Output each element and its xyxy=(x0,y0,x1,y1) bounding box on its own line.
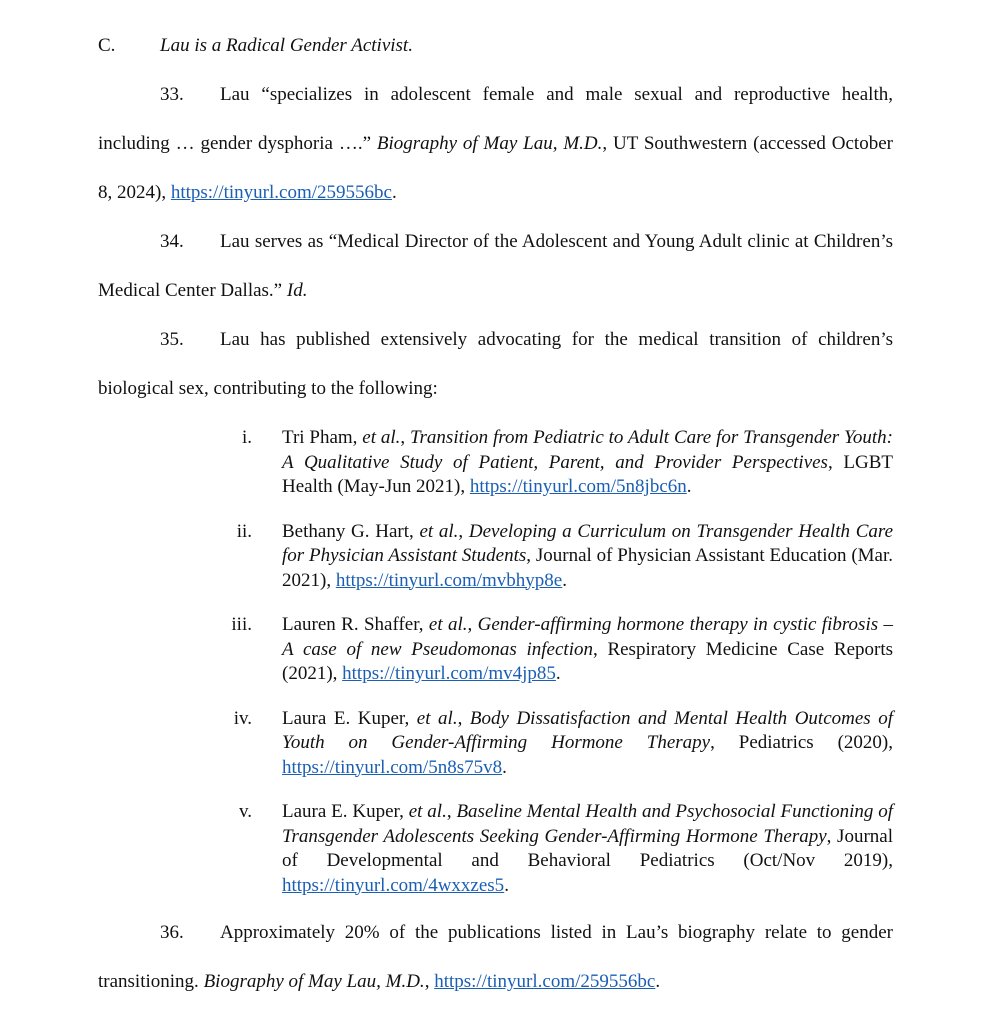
publication-source: , Pediatrics (2020), xyxy=(710,732,894,753)
separator: , xyxy=(467,614,478,635)
punctuation: , xyxy=(424,971,435,992)
publication-link[interactable]: https://tinyurl.com/mv4jp85 xyxy=(342,663,556,684)
publication-list xyxy=(98,426,893,898)
author: Tri Pham, xyxy=(282,427,363,448)
punctuation: . xyxy=(504,874,509,896)
separator: , xyxy=(446,801,457,822)
list-number: iii. xyxy=(231,614,252,635)
et-al: et al. xyxy=(416,707,458,729)
list-item xyxy=(98,707,893,781)
list-item xyxy=(98,520,893,594)
punctuation: . xyxy=(391,182,397,203)
list-number: i. xyxy=(241,427,252,448)
publication-title: Developing a Curriculum on Transgender Health Care for Physician Assistant Students xyxy=(282,520,894,566)
separator: , xyxy=(400,427,411,448)
paragraph-36 xyxy=(98,908,893,1006)
paragraph-number: 35. xyxy=(160,329,184,350)
punctuation: . xyxy=(655,971,661,992)
list-number: iv. xyxy=(233,707,252,729)
list-item xyxy=(98,800,893,898)
punctuation: . xyxy=(555,663,561,684)
publication-title: Transition from Pediatric to Adult Care for Transgender Youth: A Qualitative Study of Patient, Parent, and Provider Perspectives xyxy=(282,427,893,473)
author: Laura E. Kuper, xyxy=(282,707,417,729)
paragraph-text: Lau “specializes in adolescent female and male sexual and reproductive health, including … gender dysphoria ….” xyxy=(98,84,893,154)
list-item xyxy=(98,426,893,500)
citation-link[interactable]: https://tinyurl.com/259556bc xyxy=(170,182,392,203)
publication-title: Baseline Mental Health and Psychosocial Functioning of Transgender Adolescents Seeking Gender-Affirming Hormone Therapy xyxy=(282,801,893,847)
paragraph-35 xyxy=(98,315,893,413)
et-al: et al. xyxy=(362,427,401,448)
paragraph-number: 36. xyxy=(160,922,184,943)
paragraph-text: Lau serves as “Medical Director of the Adolescent and Young Adult clinic at Children’s Medical Center Dallas.” xyxy=(98,231,893,301)
section-heading xyxy=(98,21,893,70)
citation-title: Biography of May Lau, M.D. xyxy=(203,971,425,992)
citation-title: Biography of May Lau, M.D. xyxy=(376,133,603,154)
separator: , xyxy=(457,707,470,729)
publication-title: Body Dissatisfaction and Mental Health Outcomes of Youth on Gender-Affirming Hormone Therapy xyxy=(282,707,893,753)
publication-source: , LGBT Health (May-Jun 2021), xyxy=(282,451,893,497)
publication-title: Gender-affirming hormone therapy in cystic fibrosis – A case of new Pseudomonas infection xyxy=(282,614,893,660)
list-number: v. xyxy=(238,801,252,822)
citation-id: Id. xyxy=(286,280,308,301)
author: Bethany G. Hart, xyxy=(282,520,420,542)
publication-source: , Respiratory Medicine Case Reports (2021), xyxy=(282,638,894,684)
citation-link[interactable]: https://tinyurl.com/259556bc xyxy=(434,971,656,992)
paragraph-text: Lau has published extensively advocating for the medical transition of children’s biological sex, contributing to the following: xyxy=(98,329,893,399)
publication-link[interactable]: https://tinyurl.com/5n8jbc6n xyxy=(469,476,687,497)
publication-source: , Journal of Developmental and Behavioral Pediatrics (Oct/Nov 2019), xyxy=(282,825,893,871)
publication-link[interactable]: https://tinyurl.com/5n8s75v8 xyxy=(282,756,503,778)
publication-link[interactable]: https://tinyurl.com/4wxxzes5 xyxy=(282,874,505,896)
et-al: et al. xyxy=(408,801,447,822)
publication-link[interactable]: https://tinyurl.com/mvbhyp8e xyxy=(335,569,563,591)
paragraph-text: Approximately 20% of the publications listed in Lau’s biography relate to gender transitioning. xyxy=(98,922,893,992)
author: Laura E. Kuper, xyxy=(282,801,409,822)
publication-source: , Journal of Physician Assistant Education (Mar. 2021), xyxy=(282,545,893,591)
paragraph-text: , UT Southwestern (accessed October 8, 2024), xyxy=(98,133,893,203)
paragraph-number: 34. xyxy=(160,231,184,252)
punctuation: . xyxy=(562,569,567,591)
list-item xyxy=(98,613,893,687)
separator: , xyxy=(458,520,469,542)
paragraph-33 xyxy=(98,70,893,217)
punctuation: . xyxy=(502,756,507,778)
paragraph-34 xyxy=(98,217,893,315)
punctuation: . xyxy=(686,476,692,497)
list-number: ii. xyxy=(236,520,252,542)
section-letter: C. xyxy=(98,35,116,56)
author: Lauren R. Shaffer, xyxy=(282,614,429,635)
section-title: Lau is a Radical Gender Activist. xyxy=(160,35,413,56)
et-al: et al. xyxy=(419,520,459,542)
paragraph-number: 33. xyxy=(160,84,184,105)
et-al: et al. xyxy=(428,614,468,635)
